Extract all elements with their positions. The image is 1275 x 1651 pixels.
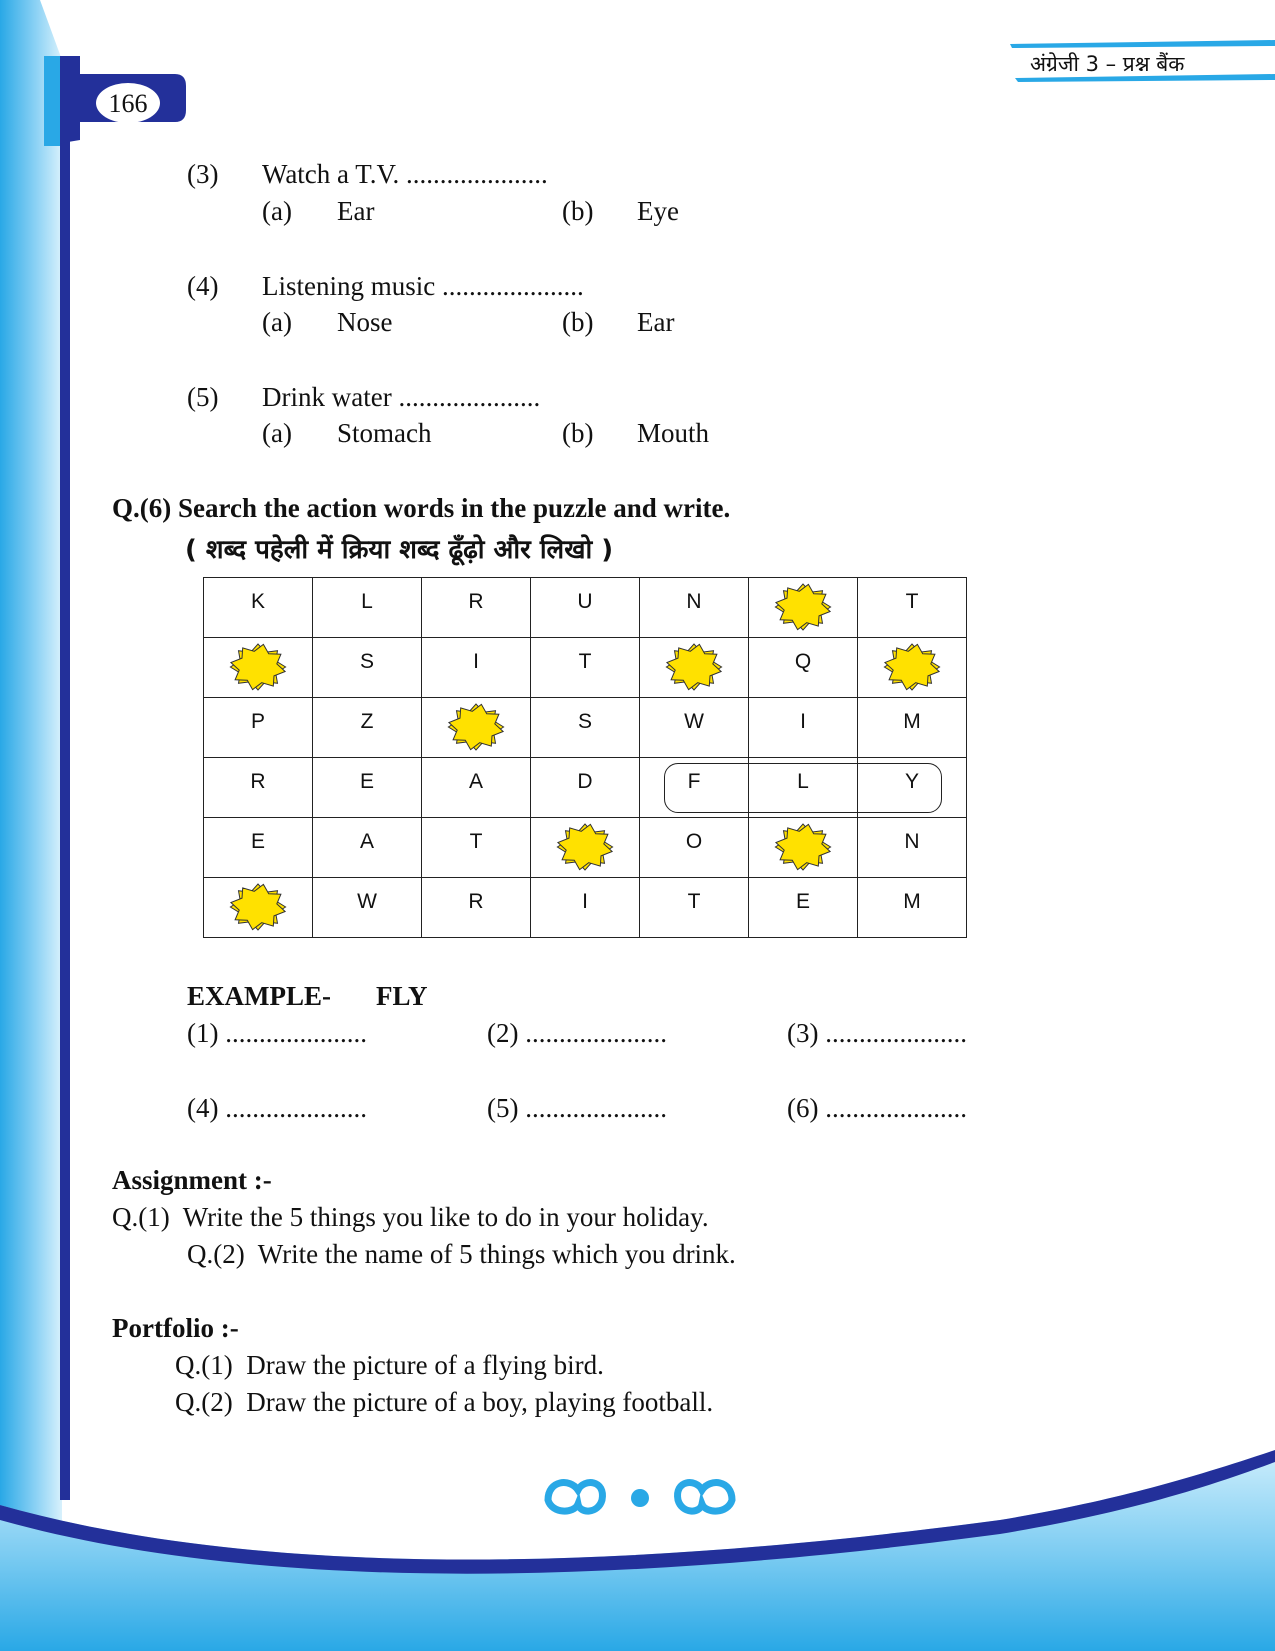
answer-blank[interactable]: (4) ..................... [187,1093,367,1123]
puzzle-letter: I [582,890,588,913]
mcq-number: (3) [187,159,219,189]
sun-icon [228,883,288,931]
option-b-label: (b) [562,418,594,448]
puzzle-cell[interactable] [422,878,531,938]
page-number: 166 [108,89,148,118]
mcq-number: (5) [187,382,219,412]
answer-blank[interactable]: (6) ..................... [787,1093,967,1123]
puzzle-cell[interactable] [313,698,422,758]
option-b: Eye [637,196,679,226]
puzzle-cell[interactable] [422,638,531,698]
puzzle-cell[interactable] [749,758,858,818]
sun-icon [664,643,724,691]
puzzle-letter: E [250,830,265,853]
puzzle-letter: I [473,650,479,673]
puzzle-cell[interactable] [313,638,422,698]
mcq-question: Listening music ..................... [262,271,584,301]
option-a-label: (a) [262,307,292,337]
word-puzzle-grid [203,577,967,938]
portfolio-heading: Portfolio :- [112,1313,239,1343]
portfolio-item: Q.(2) Draw the picture of a boy, playing football. [175,1387,714,1417]
sun-icon [446,703,506,751]
puzzle-row [204,818,967,878]
option-a-label: (a) [262,196,292,226]
puzzle-cell[interactable] [640,818,749,878]
puzzle-letter: R [468,590,484,613]
puzzle-letter: F [687,770,701,793]
answer-blank[interactable]: (3) ..................... [787,1018,967,1048]
puzzle-letter: Y [904,770,919,793]
puzzle-cell[interactable] [204,578,313,638]
ornament-icon [540,1470,740,1520]
mcq-question: Drink water ..................... [262,382,541,412]
sun-icon [773,583,833,631]
option-b-label: (b) [562,196,594,226]
sun-icon [773,823,833,871]
q6-subtitle: ( शब्द पहेली में क्रिया शब्द ढूँढ़ो और लिखो ) [185,535,614,565]
puzzle-cell[interactable] [640,698,749,758]
puzzle-cell[interactable] [858,818,967,878]
puzzle-letter: U [577,590,593,613]
book-title: अंग्रेजी 3 – प्रश्न बैंक [1030,52,1185,76]
puzzle-cell[interactable] [313,578,422,638]
puzzle-cell[interactable] [313,878,422,938]
puzzle-letter: A [468,770,483,793]
puzzle-cell[interactable] [749,818,858,878]
puzzle-cell[interactable] [640,578,749,638]
puzzle-letter: T [687,890,701,913]
sun-icon [882,643,942,691]
portfolio-item: Q.(1) Draw the picture of a flying bird. [175,1350,604,1380]
puzzle-cell[interactable] [749,698,858,758]
puzzle-row [204,578,967,638]
puzzle-letter: E [795,890,810,913]
puzzle-letter: M [903,710,921,733]
puzzle-letter: T [905,590,919,613]
puzzle-cell[interactable] [858,878,967,938]
puzzle-letter: S [577,710,592,733]
option-b: Mouth [637,418,710,448]
puzzle-cell[interactable] [640,758,749,818]
puzzle-letter: E [359,770,374,793]
assignment-heading: Assignment :- [112,1165,272,1195]
puzzle-letter: N [686,590,702,613]
puzzle-cell[interactable] [531,818,640,878]
assignment-item: Q.(1) Write the 5 things you like to do in your holiday. [112,1202,709,1232]
puzzle-letter: L [797,770,809,793]
option-a: Ear [337,196,375,226]
puzzle-cell[interactable] [858,698,967,758]
puzzle-cell[interactable] [531,698,640,758]
puzzle-cell[interactable] [531,638,640,698]
puzzle-letter: I [800,710,806,733]
puzzle-letter: R [250,770,266,793]
puzzle-cell[interactable] [204,698,313,758]
puzzle-row [204,758,967,818]
puzzle-cell[interactable] [422,818,531,878]
puzzle-letter: W [357,890,377,913]
puzzle-cell[interactable] [313,818,422,878]
mcq-number: (4) [187,271,219,301]
puzzle-cell[interactable] [858,758,967,818]
puzzle-cell[interactable] [858,578,967,638]
sun-icon [228,643,288,691]
puzzle-letter: P [250,710,265,733]
puzzle-cell[interactable] [204,758,313,818]
puzzle-cell[interactable] [640,878,749,938]
example-word: FLY [376,981,428,1011]
puzzle-cell[interactable] [749,578,858,638]
sun-icon [555,823,615,871]
puzzle-letter: T [578,650,592,673]
puzzle-cell[interactable] [204,878,313,938]
puzzle-letter: T [469,830,483,853]
answer-blank[interactable]: (1) ..................... [187,1018,367,1048]
puzzle-letter: A [359,830,374,853]
puzzle-cell[interactable] [531,578,640,638]
puzzle-row [204,638,967,698]
puzzle-letter: W [684,710,704,733]
puzzle-cell[interactable] [531,878,640,938]
q6-title: Q.(6) Search the action words in the puzzle and write. [112,493,731,523]
puzzle-cell[interactable] [640,638,749,698]
puzzle-cell[interactable] [422,758,531,818]
puzzle-letter: S [359,650,374,673]
puzzle-letter: K [250,590,265,613]
puzzle-cell[interactable] [531,758,640,818]
mcq-question: Watch a T.V. ..................... [262,159,548,189]
puzzle-letter: M [903,890,921,913]
puzzle-cell[interactable] [422,578,531,638]
option-a: Stomach [337,418,432,448]
puzzle-letter: Q [794,650,812,673]
puzzle-letter: Z [360,710,374,733]
option-b: Ear [637,307,675,337]
puzzle-letter: L [361,590,373,613]
assignment-item: Q.(2) Write the name of 5 things which you drink. [187,1239,736,1269]
example-label: EXAMPLE- [187,981,331,1011]
puzzle-row [204,878,967,938]
puzzle-cell[interactable] [749,878,858,938]
answer-blank[interactable]: (5) ..................... [487,1093,667,1123]
puzzle-cell[interactable] [204,638,313,698]
puzzle-cell[interactable] [749,638,858,698]
puzzle-cell[interactable] [422,698,531,758]
puzzle-letter: N [904,830,920,853]
option-a-label: (a) [262,418,292,448]
puzzle-cell[interactable] [313,758,422,818]
puzzle-row [204,698,967,758]
puzzle-cell[interactable] [204,818,313,878]
option-b-label: (b) [562,307,594,337]
puzzle-letter: R [468,890,484,913]
answer-blank[interactable]: (2) ..................... [487,1018,667,1048]
puzzle-letter: O [685,830,703,853]
puzzle-letter: D [577,770,593,793]
puzzle-cell[interactable] [858,638,967,698]
option-a: Nose [337,307,393,337]
